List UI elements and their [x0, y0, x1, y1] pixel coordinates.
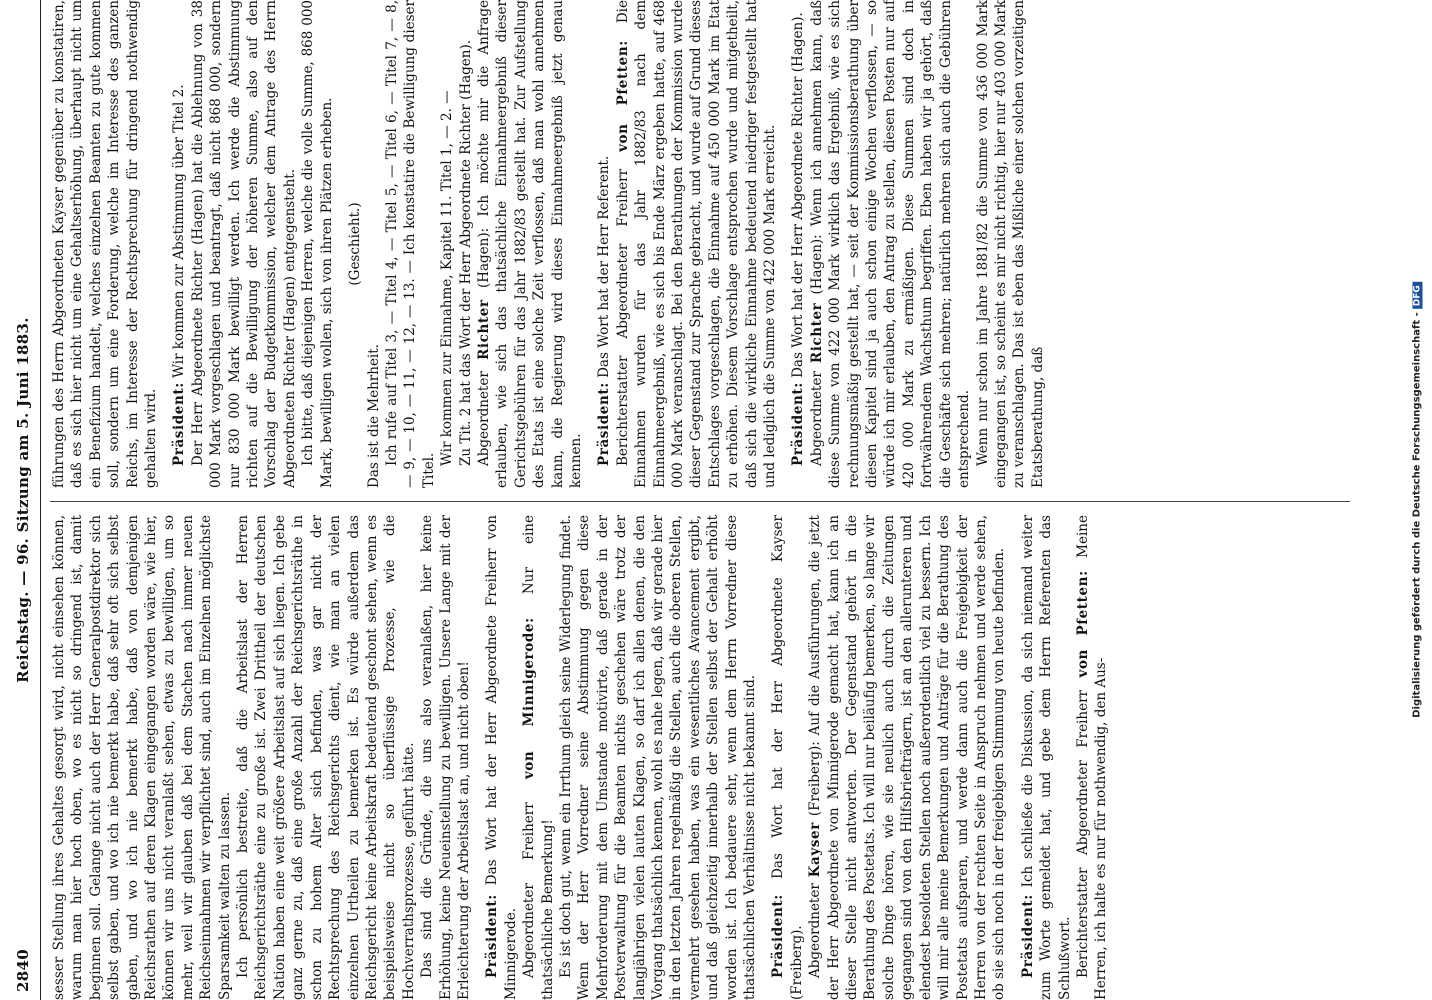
paragraph — [189, 0, 299, 488]
paragraph-text: Das sind die Gründe, die uns also veranlaßen, hier keine Erhöhung, keine Neueinstellung zu bewilligen. Unsere Lange mit der Erleichterung der Arbeitslast an, und nicht oben! — [419, 515, 472, 1000]
speaker-title: Abgeordneter — [475, 359, 492, 466]
right-column — [50, 0, 1350, 488]
speaker-name: Präsident: — [790, 382, 807, 466]
paragraph-text: Der Herr Abgeordnete Richter (Hagen) hat die Ablehnung von 38 000 Mark vorgeschlagen und beantragt, daß nicht 868 000, sondern nur 830 000 Mark bewilligt werden. Ich werde die Abstimmung richten auf die Bewilligung der höheren Summe, also auf den Vorschlag der Budgetkommission, welcher dem Antrage des Herrn Abgeordneten Richter (Hagen) entgegensteht. — [189, 0, 298, 488]
paragraph — [614, 0, 780, 488]
paragraph — [1019, 515, 1074, 1000]
paragraph-text: Nur eine thatsächliche Bemerkung! — [521, 515, 556, 1000]
page-number: 2840 — [14, 949, 32, 992]
speaker-title: Berichterstatter Abgeordneter Freiherr — [614, 151, 631, 466]
credit-text: Digitalisierung gefördert durch die Deutsche Forschungsgemeinschaft -DFG — [1412, 282, 1423, 718]
paragraph-text: (Geschieht.) — [347, 202, 364, 286]
paragraph — [170, 0, 188, 488]
paragraph-text: Das Wort hat der Herr Abgeordnete Kayser (Freiberg). — [770, 515, 805, 1000]
left-column — [50, 515, 1350, 1000]
speaker-name: von Minnigerode: — [521, 617, 538, 780]
paragraph-text: (Hagen): Ich möchte mir die Anfrage erlauben, wie sich das thatsächliche Einnahmeergebniß dieser Gerichtsgebühren für das Jahr 1882/83 gestellt hat. Zur Aufstellung des Etats ist eine solche Zeit verflossen, daß man wohl annehmen kann, die Regierung wird dieses Einnahmeergebniß jetzt genau kennen. — [475, 0, 584, 488]
paragraph — [457, 0, 475, 488]
paragraph — [234, 515, 418, 1000]
running-title: Reichstag. — 96. Sitzung am 5. Juni 1883. — [14, 317, 32, 683]
paragraph — [789, 0, 807, 488]
paragraph-text: Das ist die Mehrheit. — [365, 344, 382, 488]
paragraph-text: Wir kommen zur Einnahme, Kapitel 11. Titel 1, — 2. — — [439, 90, 456, 466]
paragraph — [1074, 515, 1111, 1000]
paragraph-text: sesser Stellung ihres Gehaltes gesorgt wird, nicht einsehen können, warum man hier hoch oben, wo es nicht so dringend ist, damit beginnen soll. Gelange nicht auch der Herr Generalpostdirektor sich selbst gaben, und wo ich nie bemerkt habe, daß sehr oft sich selbst gaben, und wo ich nie bemerkt habe, daß von demjenigen Reichsrathen auf deren Klagen eingegangen worden wäre, wie hier, können wir uns nicht veranlaßt sehen, etwas zu bewilligen, um so mehr, weil wir glauben daß bei dem Stachen nach immer neuen Reichseinnahmen wir verpflichtet sind, auch im Einzelnen möglichste Sparsamkeit walten zu lassen. — [51, 515, 233, 1000]
paragraph — [595, 0, 613, 488]
speaker-title: Abgeordneter — [807, 877, 824, 978]
paragraph — [50, 0, 160, 488]
paragraph-text: Das Wort hat der Herr Abgeordnete Richter (Hagen). — [790, 12, 807, 378]
speaker-name: Präsident: — [596, 382, 613, 466]
paragraph — [383, 0, 438, 488]
paragraph — [299, 0, 336, 488]
paragraph-text: (Freiberg): Auf die Ausführungen, die jetzt der Herr Abgeordnete von Minnigerode gemacht hat, kann ich an dieser Stelle nicht antworten. Der Gegenstand gehört in die Berathung des Postetats. Ich will nur beiläufig bemerken, so lange wir solche Dinge hören, wie sie neulich auch durch die Zeitungen gegangen sind von den Hilfsbriefträgern, ist an den allerunteren und elendest besoldeten Stellen noch außerordentlich viel zu bessern. Ich will mir alle meine Bemerkungen und Anträge für die Berathung des Postetats aufsparen, und werde dann auch die Freigebigkeit der Herren von der rechten Seite in Anspruch nehmen und werde sehen, ob sie sich noch in der freigebigen Stimmung von heute befinden. — [807, 515, 1008, 1000]
paragraph — [974, 0, 1048, 488]
paragraph-text: Wenn nur schon im Jahre 1881/82 die Summe von 436 000 Mark eingegangen ist, so scheint es mir nicht richtig, hier nur 403 000 Mark zu veranschlagen. Das ist eben das Mißliche einer solchen vorzeitigen Etatsberathung, daß — [974, 0, 1046, 488]
speaker-name: Kayser — [807, 822, 824, 878]
speaker-name: Richter — [808, 302, 825, 364]
paragraph — [475, 0, 585, 488]
speaker-name: von Pfetten: — [614, 40, 631, 152]
header-rule — [40, 0, 41, 1000]
paragraph-text: führungen des Herrn Abgeordneten Kayser gegenüber zu konstatiren, daß es sich hier nicht um eine Gehaltserhöhung, überhaupt nicht um ein Benefizium handelt, welches einzelnen Beamten zu gute kommen soll, sondern um eine Forderung, welche im Interesse des ganzen Reichs, im Interesse der Rechtsprechung für dringend nothwendig gehalten wird. — [51, 0, 160, 488]
paragraph — [483, 515, 520, 1000]
speaker-name: Präsident: — [1019, 894, 1036, 978]
speaker-title: Berichterstatter Abgeordneter Freiherr — [1074, 677, 1091, 978]
paragraph-text: Das Wort hat der Herr Referent. — [596, 155, 613, 378]
paragraph — [769, 515, 806, 1000]
speaker-name: von Pfetten: — [1074, 570, 1091, 678]
speaker-name: Präsident: — [770, 894, 787, 978]
paragraph-text: (Hagen): Wenn ich annehmen kann, daß diese Summe von 422 000 Mark wirklich das Ergebniß, wie es sich rechnungsmäßig gestellt hat, — seit der Kommissionsberathung über diesen Kapitel sind ja auch schon einige Wochen verflossen, — so würde ich mir erlauben, den Antrag zu stellen, diesen Posten nur auf 420 000 Mark zu ermäßigen. Diese Summen sind doch in fortwährendem Wachsthum begriffen. Eben haben wir ja gehört, daß die Geschäfte sich mehren; natürlich mehren sich auch die Gebühren entsprechend. — [808, 0, 973, 488]
paragraph — [808, 0, 974, 488]
paragraph-text: Es ist doch gut, wenn ein Irrthum gleich seine Widerlegung findet. Wenn der Herr Vorredner seine Abstimmung gegen diese Mehrforderung mit dem Umstande motivirte, daß gerade in der Postverwaltung für die Beamten nichts geschehen wäre trotz der langjährigen vielen lauten Klagen, so darf ich allen denen, die den Vorgang thatsächlich kennen, wohl es nahe legen, daß wir gerade hier in den letzten Jahren regelmäßig die Stellen, auch die oberen Stellen, vermehrt gesehen haben, was ein wesentliches Avancement ergibt, und daß gleichzeitig innerhalb der Stellen selbst der Gehalt erhöht worden ist. Ich bedauere sehr, wenn dem Herrn Vorredner diese thatsächlichen Verhältnisse nicht bekannt sind. — [557, 515, 759, 1000]
page-header — [0, 0, 40, 1000]
paragraph-text: Zu Tit. 2 hat das Wort der Herr Abgeordnete Richter (Hagen). — [457, 39, 474, 466]
speaker-name: Präsident: — [484, 894, 501, 978]
paragraph-text: Ich persönlich bestreite, daß die Arbeitslast der Herren Reichsgerichtsräthe eine zu große ist. Zwei Drittheil der deutschen Nation haben eine weit größere Arbeitslast auf sich liegen. Ich gebe ganz gerne zu, daß eine große Anzahl der Reichsgerichtsräthe in schon zu hohem Alter sich befinden, was gar nicht der Rechtsprechung des Reichsgerichts dient, wie man an vielen einzelnen Urtheilen zu bemerken ist. Es würde außerdem das Reichsgericht keine Arbeitskraft bedeutend geschont sehen, wenn es beispielsweise nicht so überflüssige Prozesse, wie die Hochverrathsprozesse, geführt hätte. — [235, 515, 417, 1000]
paragraph-text: Meine Herren, ich halte es nur für nothwendig, den Aus- — [1074, 515, 1110, 1000]
paragraph-text: Ich schließe die Diskussion, da sich niemand weiter zum Worte gemeldet hat, und gebe dem Herrn Referenten das Schlußwort. — [1019, 515, 1073, 1000]
paragraph — [418, 515, 473, 1000]
column-divider — [50, 501, 1350, 502]
digitization-credit — [1402, 0, 1432, 1000]
paragraph-text: Ich rufe auf Titel 3, — Titel 4, — Titel 5, — Titel 6, — Titel 7, — 8, — 9, — 10, — 11, — 12, — 13. — Ich konstatire die Bewilligung dieser Titel. — [383, 0, 437, 488]
paragraph-text: Die Einnahmen wurden für das Jahr 1882/83 nach dem Einnahmeergebniß, wie es sich bis Ende März ergeben hatte, auf 468 000 Mark veranschlagt. Bei den Berathungen der Kommission wurde dieser Gegenstand zur Sprache gebracht, und wurde auf Grund dieses Entschlages vorgeschlagen, die Einnahme auf 450 000 Mark im Etat zu erhöhen. Diesem Vorschlage entsprochen wurde und mitgetheilt, daß sich die wirkliche Einnahme bedeutend niedriger festgestellt hat und lediglich die Summe von 422 000 Mark erreicht. — [614, 0, 779, 488]
paragraph — [438, 0, 456, 488]
paragraph — [365, 0, 383, 488]
speaker-name: Präsident: — [171, 382, 188, 466]
speaker-title: Abgeordneter Freiherr — [521, 779, 538, 978]
dfg-logo: DFG — [1413, 282, 1423, 309]
paragraph — [806, 515, 1008, 1000]
speaker-title: Abgeordneter — [808, 363, 825, 466]
speaker-name: Richter — [475, 299, 492, 360]
paragraph — [50, 515, 234, 1000]
paragraph-text: Ich bitte, daß diejenigen Herren, welche die volle Summe, 868 000 Mark, bewilligen wollen, sich von ihren Plätzen erheben. — [300, 0, 335, 488]
paragraph — [346, 0, 364, 488]
paragraph-text: Wir kommen zur Abstimmung über Titel 2. — [171, 84, 188, 378]
paragraph — [520, 515, 557, 1000]
paragraph — [557, 515, 759, 1000]
paragraph-text: Das Wort hat der Herr Abgeordnete Freiherr von Minnigerode. — [484, 515, 519, 1000]
